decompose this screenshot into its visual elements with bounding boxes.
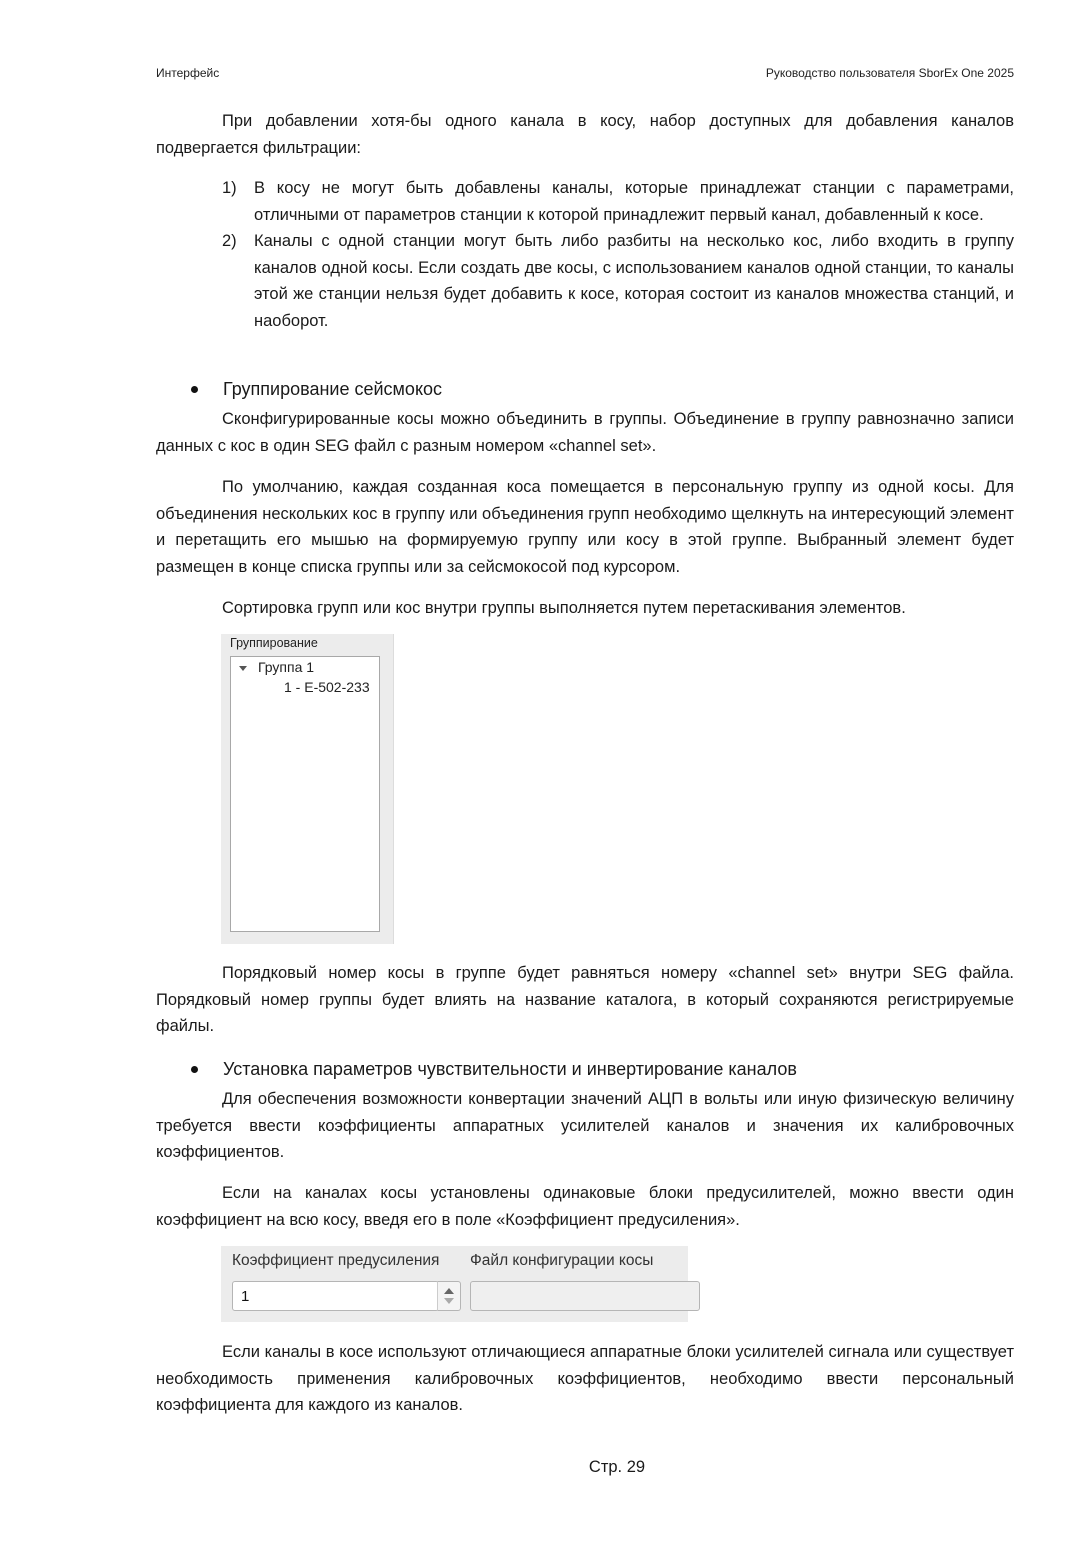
paragraph: Сконфигурированные косы можно объединить в группы. Объединение в группу равнозначно записи данных с кос в один SEG файл с разным номером «channel set». [156,410,1014,455]
spin-down-arrow-icon[interactable] [444,1298,454,1304]
paragraph: Если на каналах косы установлены одинаковые блоки предусилителей, можно ввести один коэффициент на всю косу, введя его в поле «Коэффициент предусиления». [156,1184,1014,1229]
list-item [156,228,1014,334]
gain-panel-screenshot [221,1246,688,1322]
expand-arrow-icon[interactable] [239,666,247,671]
heading-text: Установка параметров чувствительности и инвертирование каналов [223,1059,797,1079]
grouping-after-paragraph [156,960,1014,1040]
list-text: Каналы с одной станции могут быть либо разбиты на несколько кос, либо входить в группу каналов одной косы. Если создать две косы, с использованием каналов одной станции, то каналы этой же станции нельзя будет добавить к косе, которая состоит из каналов множества станций, и наоборот. [254,232,1014,330]
grouping-panel-screenshot [221,634,394,944]
tree-streamer-item[interactable]: 1 - E-502-233 [284,679,370,695]
grouping-panel-title: Группирование [230,636,318,650]
sensitivity-paragraph-2 [156,1180,1014,1233]
paragraph: Для обеспечения возможности конвертации значений АЦП в вольты или иную физическую величину требуется ввести коэффициенты аппаратных усилителей каналов и значения их калибровочных коэффициентов. [156,1090,1014,1161]
paragraph: Порядковый номер косы в группе будет равняться номеру «channel set» внутри SEG файла. Порядковый номер группы будет влиять на название каталога, в который сохраняются регистрируемые файлы. [156,964,1014,1035]
grouping-paragraph-2 [156,474,1014,580]
intro-block [156,108,1014,161]
intro-paragraph: При добавлении хотя-бы одного канала в косу, набор доступных для добавления каналов подвергается фильтрации: [156,112,1014,157]
header-section-title: Интерфейс [156,66,220,80]
bullet-icon [191,386,198,393]
grouping-paragraph-1 [156,406,1014,459]
grouping-paragraph-3 [156,595,1014,622]
list-number: 2) [222,232,237,250]
heading-text: Группирование сейсмокос [223,379,443,399]
list-text: В косу не могут быть добавлены каналы, которые принадлежат станции с параметрами, отличными от параметров станции к которой принадлежит первый канал, добавленный к косе. [254,179,1014,224]
page-number: Стр. 29 [588,1458,646,1476]
running-header [156,66,1014,80]
sensitivity-paragraph-1 [156,1086,1014,1166]
filter-list [156,175,1014,334]
header-document-title: Руководство пользователя SborEx One 2025 [765,66,1014,80]
section-heading-sensitivity [156,1059,797,1080]
sensitivity-final-paragraph [156,1339,1014,1419]
section-heading-grouping [156,379,442,400]
config-file-label: Файл конфигурации косы [470,1252,654,1269]
paragraph: Сортировка групп или кос внутри группы выполняется путем перетаскивания элементов. [222,599,906,617]
config-file-field[interactable] [470,1281,700,1311]
bullet-icon [191,1066,198,1073]
gain-label: Коэффициент предусиления [232,1252,440,1269]
gain-spinbox-buttons[interactable] [437,1281,461,1311]
paragraph: Если каналы в косе используют отличающиеся аппаратные блоки усилителей сигнала или существует необходимость применения калибровочных коэффициентов, необходимо ввести персональный коэффициента для каждого из каналов. [156,1343,1014,1414]
spin-up-arrow-icon[interactable] [444,1288,454,1294]
list-number: 1) [222,179,237,197]
grouping-tree[interactable] [230,656,380,932]
paragraph: По умолчанию, каждая созданная коса помещается в персональную группу из одной косы. Для объединения нескольких кос в группу или объединения групп необходимо щелкнуть на интересующий элемент и перетащить его мышью на формируемую группу или косу в этой группе. Выбранный элемент будет размещен в конце списка группы или за сейсмокосой под курсором. [156,478,1014,576]
gain-spinbox-input[interactable]: 1 [232,1281,439,1311]
tree-group-item[interactable]: Группа 1 [258,659,315,675]
list-item [156,175,1014,228]
